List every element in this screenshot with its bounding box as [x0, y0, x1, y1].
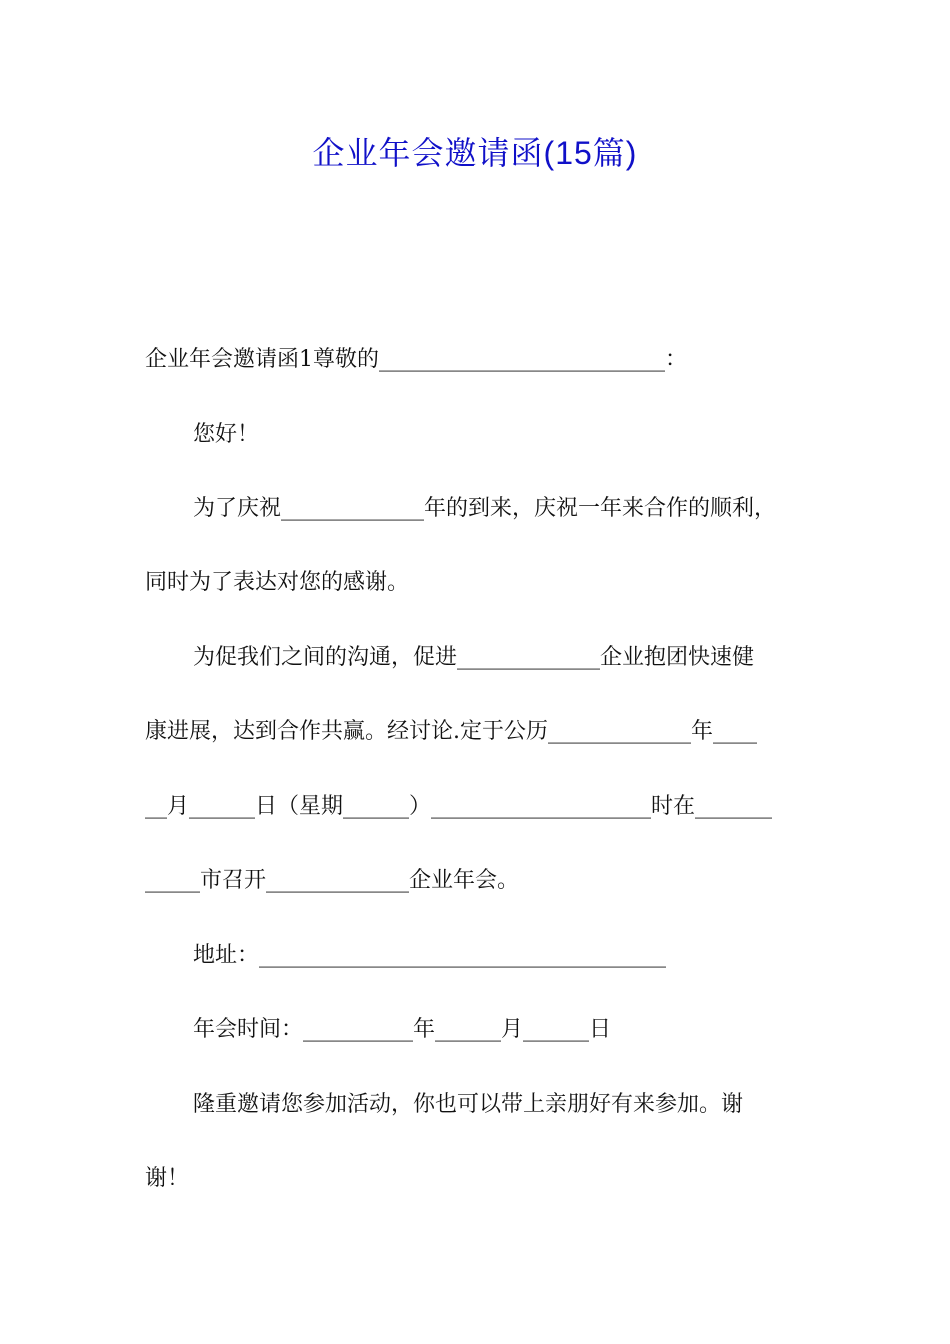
- salutation-line: 企业年会邀请函1尊敬的__________________________：: [145, 347, 687, 372]
- closing-line: 谢！: [145, 1166, 190, 1191]
- address-line: 地址：_____________________________________: [193, 943, 667, 968]
- meeting-time-line: 年会时间：__________年______月______日: [193, 1017, 612, 1042]
- closing-line: 隆重邀请您参加活动，你也可以带上亲朋好有来参加。谢: [193, 1092, 744, 1117]
- paragraph-line: 同时为了表达对您的感谢。: [145, 570, 410, 595]
- paragraph-line: 为促我们之间的沟通，促进_____________企业抱团快速健: [193, 645, 755, 670]
- paragraph-line: _____市召开_____________企业年会。: [145, 868, 520, 893]
- paragraph-line: __月______日（星期______）____________________时在_______: [145, 794, 773, 819]
- paragraph-line: 康进展，达到合作共赢。经讨论.定于公历_____________年____: [145, 719, 757, 744]
- document-title: 企业年会邀请函(15篇): [312, 135, 638, 171]
- paragraph-line: 为了庆祝_____________年的到来，庆祝一年来合作的顺利，: [193, 496, 777, 521]
- greeting-line: 您好！: [193, 422, 260, 447]
